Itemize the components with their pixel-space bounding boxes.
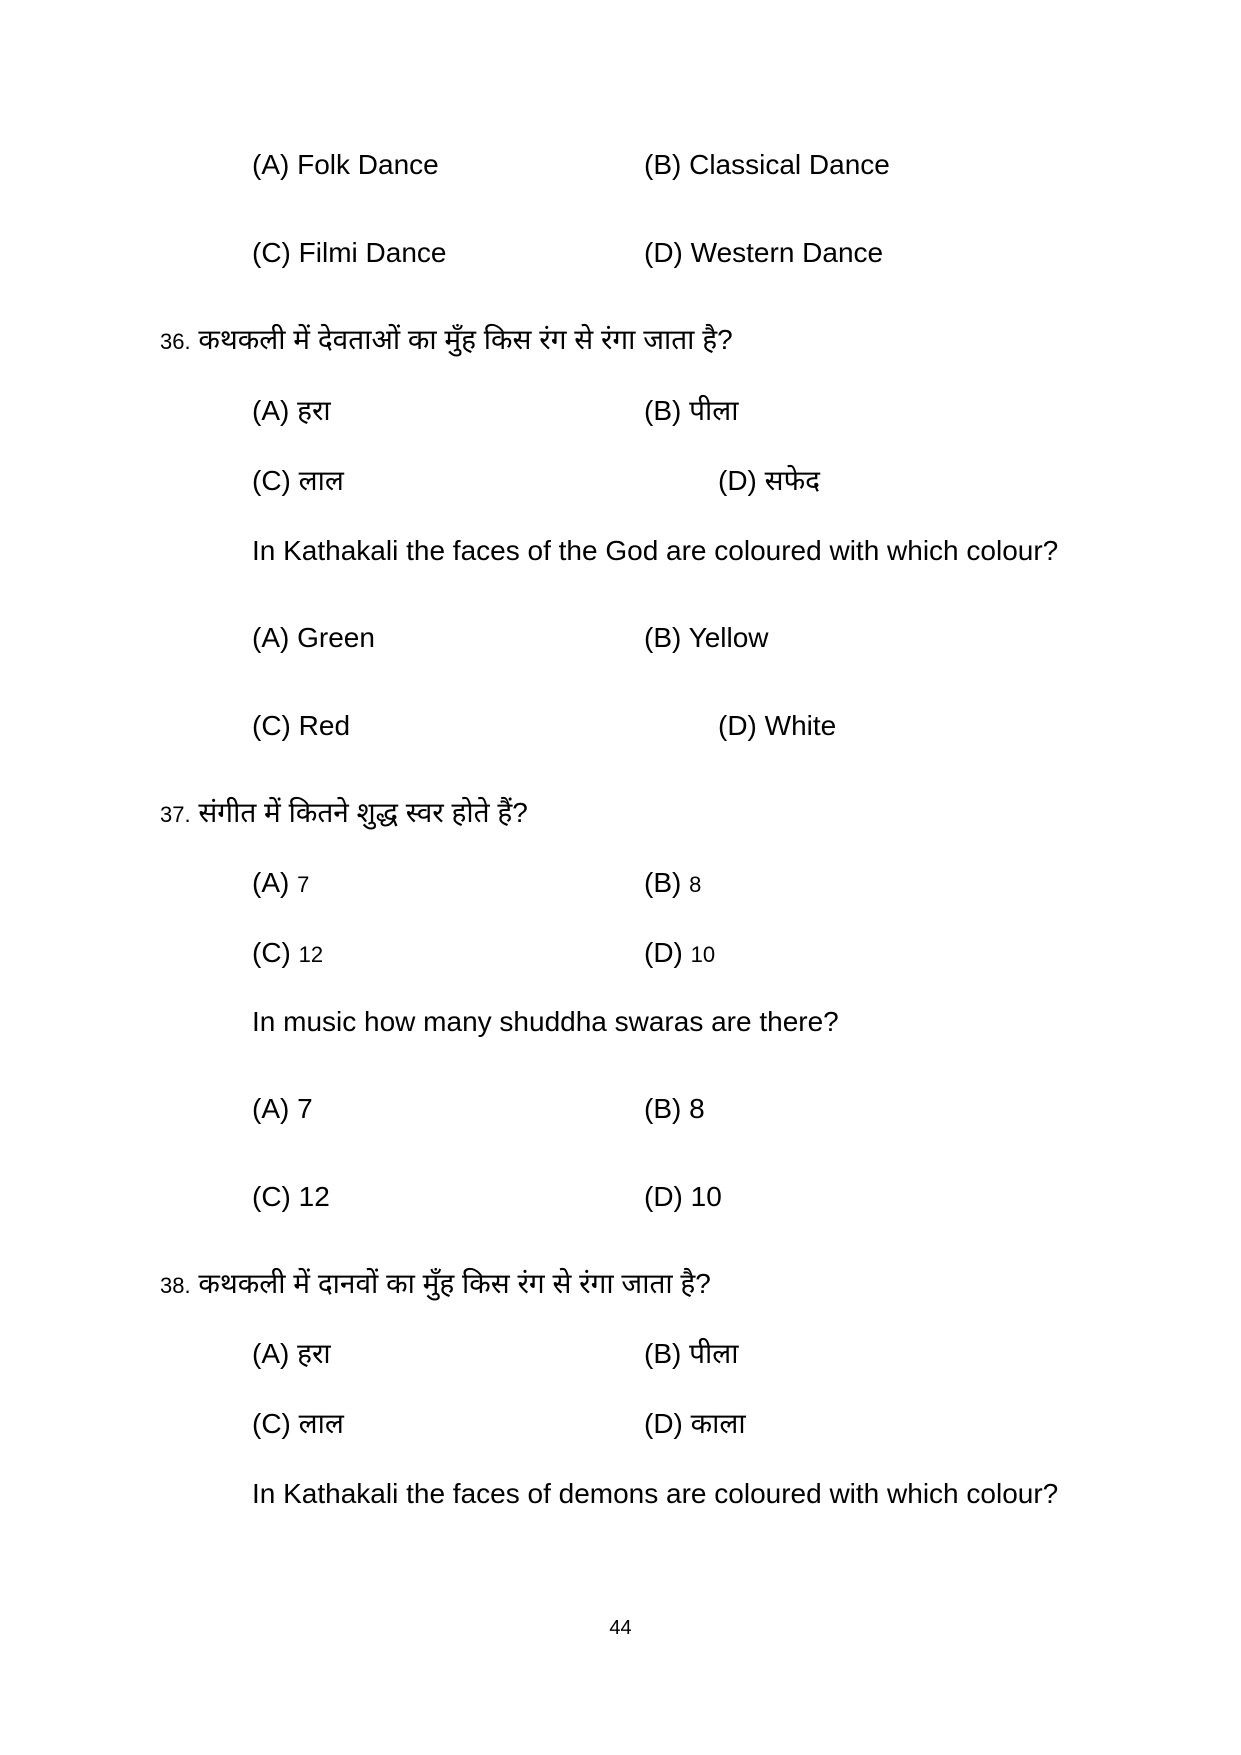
question-text: In music how many shuddha swaras are there? <box>252 1006 839 1037</box>
question-number: 36. <box>160 329 191 354</box>
option-a <box>252 1091 313 1127</box>
option-label: (B) <box>644 1093 682 1124</box>
question-37-english <box>252 1004 839 1040</box>
page-number: 44 <box>609 1617 632 1639</box>
option-d <box>718 463 820 499</box>
option-b <box>644 620 769 656</box>
option-c <box>252 235 446 271</box>
option-text: पीला <box>689 395 739 426</box>
option-d <box>718 708 836 744</box>
option-label: (D) <box>644 237 683 268</box>
option-label: (A) <box>252 867 290 898</box>
option-text: White <box>764 710 837 741</box>
option-text: Green <box>297 622 375 653</box>
option-d <box>644 1406 746 1442</box>
question-36-hindi <box>160 322 733 360</box>
option-b <box>644 865 701 903</box>
option-label: (C) <box>252 237 291 268</box>
option-text: हरा <box>297 395 331 426</box>
option-text: हरा <box>297 1338 331 1369</box>
option-d <box>644 1179 722 1215</box>
question-37-hindi <box>160 795 528 833</box>
option-label: (D) <box>644 1408 683 1439</box>
option-label: (B) <box>644 1338 682 1369</box>
option-a <box>252 865 309 903</box>
question-text: कथकली में देवताओं का मुँह किस रंग से रंगा जाता है? <box>198 324 733 355</box>
option-label: (B) <box>644 149 682 180</box>
option-label: (C) <box>252 1408 291 1439</box>
question-38-english <box>252 1476 1058 1512</box>
option-b <box>644 1091 705 1127</box>
question-36-english <box>252 533 1058 569</box>
option-label: (A) <box>252 1093 290 1124</box>
option-d <box>644 935 715 973</box>
option-c <box>252 463 344 499</box>
option-text: लाल <box>298 465 344 496</box>
option-b <box>644 393 739 429</box>
question-text: In Kathakali the faces of the God are coloured with which colour? <box>252 535 1059 566</box>
option-text: 12 <box>298 1181 330 1212</box>
option-text: 10 <box>690 942 716 967</box>
option-a <box>252 147 439 183</box>
option-label: (B) <box>644 622 682 653</box>
option-text: 10 <box>690 1181 722 1212</box>
option-label: (D) <box>718 465 757 496</box>
option-label: (B) <box>644 867 682 898</box>
option-b <box>644 1336 739 1372</box>
option-c <box>252 1179 330 1215</box>
option-label: (A) <box>252 149 290 180</box>
option-c <box>252 1406 344 1442</box>
option-label: (C) <box>252 937 291 968</box>
option-text: Yellow <box>688 622 769 653</box>
option-c <box>252 708 350 744</box>
option-text: Red <box>298 710 351 741</box>
option-b <box>644 147 890 183</box>
option-label: (B) <box>644 395 682 426</box>
option-text: लाल <box>298 1408 344 1439</box>
option-text: सफेद <box>764 465 821 496</box>
option-label: (C) <box>252 465 291 496</box>
question-number: 38. <box>160 1273 191 1298</box>
question-text: संगीत में कितने शुद्ध स्वर होते हैं? <box>198 797 528 828</box>
option-label: (D) <box>644 1181 683 1212</box>
option-a <box>252 620 375 656</box>
question-text: कथकली में दानवों का मुँह किस रंग से रंगा जाता है? <box>198 1268 711 1299</box>
option-label: (A) <box>252 395 290 426</box>
question-38-hindi <box>160 1266 711 1304</box>
option-text: 7 <box>297 1093 313 1124</box>
option-text: काला <box>690 1408 746 1439</box>
option-text: पीला <box>689 1338 739 1369</box>
option-label: (A) <box>252 1338 290 1369</box>
option-text: Folk Dance <box>297 149 439 180</box>
option-label: (D) <box>644 937 683 968</box>
option-label: (C) <box>252 1181 291 1212</box>
option-a <box>252 393 331 429</box>
option-text: Filmi Dance <box>298 237 447 268</box>
option-text: 8 <box>689 1093 705 1124</box>
option-d <box>644 235 883 271</box>
option-label: (A) <box>252 622 290 653</box>
question-text: In Kathakali the faces of demons are coloured with which colour? <box>252 1478 1059 1509</box>
option-text: Western Dance <box>690 237 884 268</box>
option-text: Classical Dance <box>689 149 890 180</box>
option-text: 7 <box>297 872 310 897</box>
option-c <box>252 935 323 973</box>
option-label: (C) <box>252 710 291 741</box>
option-text: 12 <box>298 942 324 967</box>
option-text: 8 <box>689 872 702 897</box>
option-a <box>252 1336 331 1372</box>
question-number: 37. <box>160 802 191 827</box>
option-label: (D) <box>718 710 757 741</box>
